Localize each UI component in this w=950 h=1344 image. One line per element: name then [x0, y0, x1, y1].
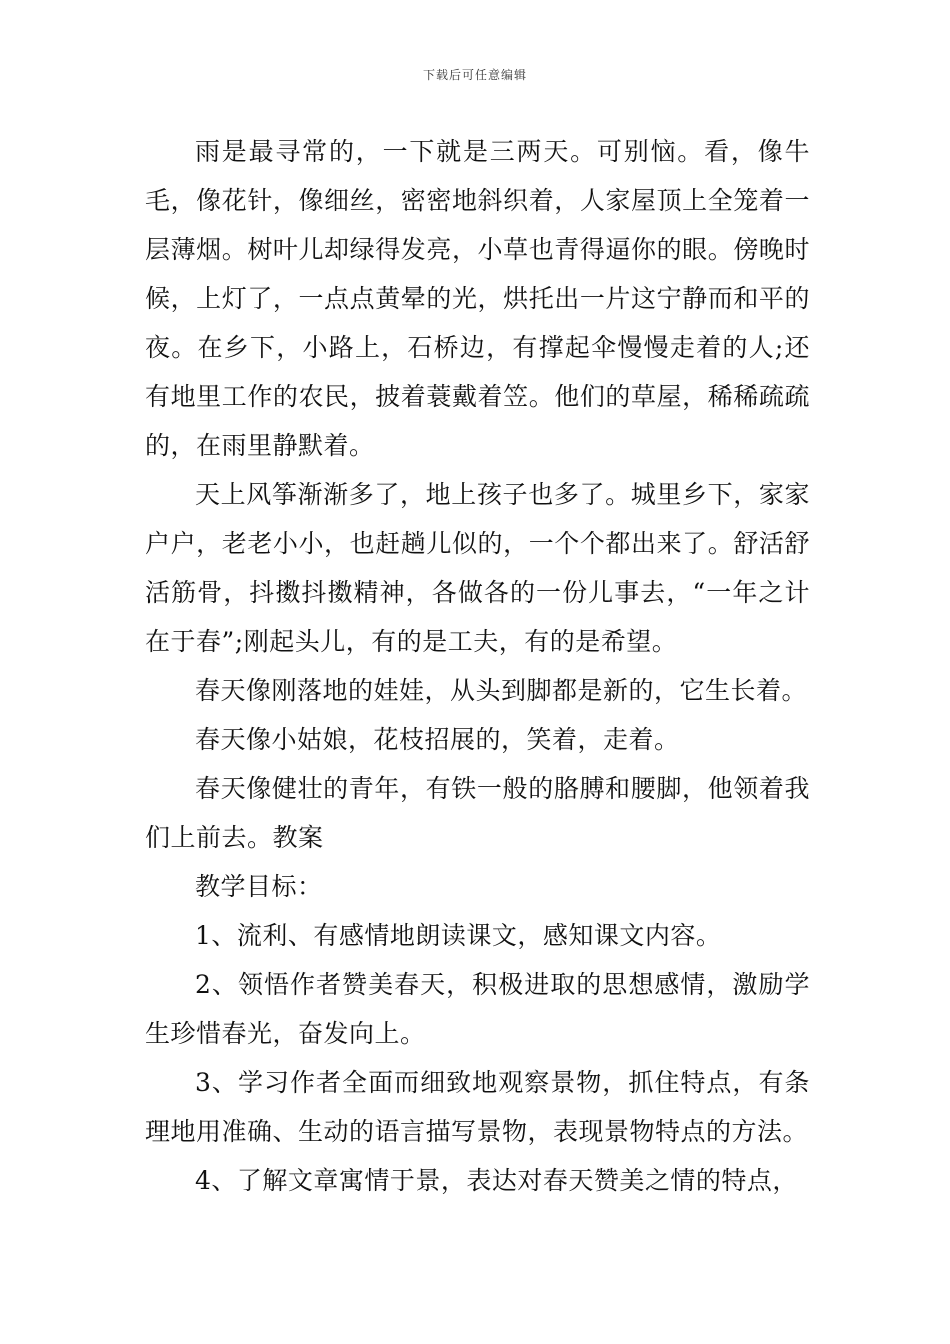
- paragraph-objective-3: 3、学习作者全面而细致地观察景物，抓住特点，有条理地用准确、生动的语言描写景物，表现景物特点的方法。: [145, 1068, 810, 1146]
- paragraph-kites: 天上风筝渐渐多了，地上孩子也多了。城里乡下，家家户户，老老小小，也赶趟儿似的，一个个都出来了。舒活舒活筋骨，抖擞抖擞精神，各做各的一份儿事去，“一年之计在于春”;刚起头儿，有的是工夫，有的是希望。: [145, 480, 810, 656]
- paragraph-spring-youth: 春天像健壮的青年，有铁一般的胳膊和腰脚，他领着我们上前去。教案: [145, 774, 810, 852]
- paragraph-rain: 雨是最寻常的，一下就是三两天。可别恼。看，像牛毛，像花针，像细丝，密密地斜织着，人家屋顶上全笼着一层薄烟。树叶儿却绿得发亮，小草也青得逼你的眼。傍晚时候，上灯了，一点点黄晕的光，烘托出一片这宁静而和平的夜。在乡下，小路上，石桥边，有撑起伞慢慢走着的人;还有地里工作的农民，披着蓑戴着笠。他们的草屋，稀稀疏疏的，在雨里静默着。: [145, 137, 810, 460]
- page-header-note: 下载后可任意编辑: [422, 68, 527, 82]
- paragraph-objective-1: 1、流利、有感情地朗读课文，感知课文内容。: [195, 921, 722, 950]
- document-body: [145, 127, 810, 1205]
- paragraph-spring-baby: 春天像刚落地的娃娃，从头到脚都是新的，它生长着。: [195, 676, 808, 705]
- paragraph-objective-2: 2、领悟作者赞美春天，积极进取的思想感情，激励学生珍惜春光，奋发向上。: [145, 970, 810, 1048]
- paragraph-objectives-heading: 教学目标：: [195, 872, 323, 901]
- paragraph-spring-girl: 春天像小姑娘，花枝招展的，笑着，走着。: [195, 725, 680, 754]
- paragraph-objective-4: 4、了解文章寓情于景，表达对春天赞美之情的特点，: [195, 1166, 798, 1195]
